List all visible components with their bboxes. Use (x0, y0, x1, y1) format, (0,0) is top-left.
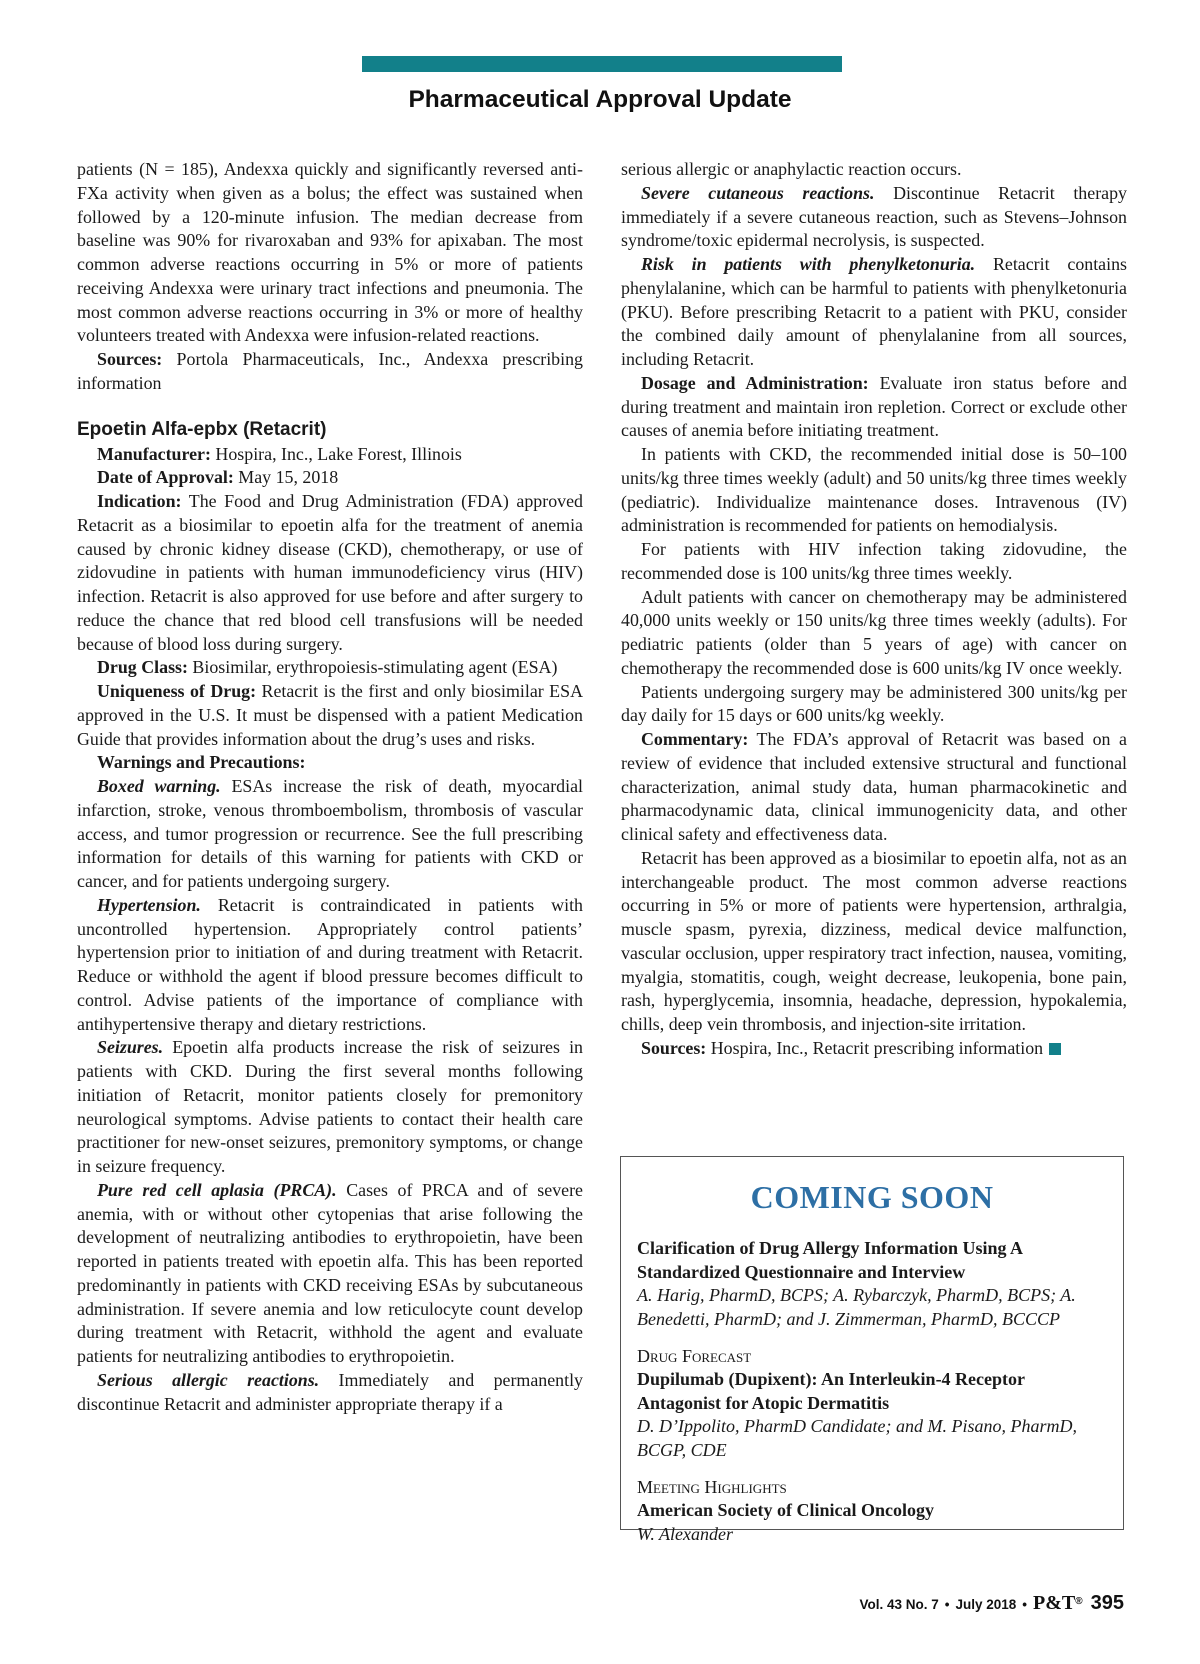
coming-soon-item (637, 1237, 1107, 1331)
right-column (621, 158, 1127, 1061)
approval-date-text: May 15, 2018 (233, 467, 339, 488)
pku-label: Risk in patients with phenylketonuria. (641, 254, 976, 274)
paragraph-ckd-dose: In patients with CKD, the recommended initial dose is 50–100 units/kg three times weekly (adult) and 50 units/kg three times weekly (pediatric). Individualize maintenance doses. Intravenous (IV) administration is recommended for patients on hemodialysis. (621, 444, 1127, 536)
seizures-label: Seizures. (97, 1037, 164, 1058)
footer-registered-mark: ® (1075, 1595, 1083, 1607)
indication-label: Indication: (97, 491, 182, 511)
item-title: American Society of Clinical Oncology (637, 1500, 934, 1520)
uniqueness-text: Retacrit is the first and only biosimilar ESA approved in the U.S. It must be dispensed with a patient Medication Guide that provides information about the drug’s uses and risks. (77, 681, 583, 749)
paragraph-hypertension (77, 894, 583, 1037)
hypertension-text: Retacrit is contraindicated in patients with uncontrolled hypertension. Appropriately control patients’ hypertension prior to initiation of and during treatment with Retacrit. Reduce or withhold the agent if blood pressure becomes difficult to control. Advise patients of the importance of compliance with antihypertensive therapy and dietary restrictions. (77, 894, 583, 1034)
coming-soon-box (620, 1156, 1124, 1544)
seizures-text: Epoetin alfa products increase the risk of seizures in patients with CKD. During the first several months following initiation of Retacrit, monitor patients closely for premonitory neurological symptoms. Advise patients to contact their health care practitioner for new-onset seizures, premonitory symptoms, or change in seizure frequency. (77, 1037, 583, 1176)
header-accent-bar (362, 56, 842, 72)
hypertension-label: Hypertension. (97, 894, 201, 915)
paragraph-andexxa-sources (77, 348, 583, 396)
commentary-label: Commentary: (641, 729, 749, 749)
drug-class-text: Biosimilar, erythropoiesis-stimulating agent (ESA) (187, 657, 558, 678)
dosage-label: Dosage and Administration: (641, 372, 869, 393)
footer-separator: • (944, 1597, 950, 1612)
page-footer (859, 1592, 1124, 1615)
paragraph-approval-date (77, 466, 583, 490)
item-authors: D. D’Ippolito, PharmD Candidate; and M. Pisano, PharmD, BCGP, CDE (637, 1416, 1077, 1460)
allergic-label: Serious allergic reactions. (97, 1369, 320, 1390)
item-title: Clarification of Drug Allergy Information Using A Standardized Questionnaire and Interview (637, 1238, 1022, 1282)
coming-soon-item (637, 1345, 1107, 1462)
allergic-text: Immediately and permanently discontinue Retacrit and administer appropriate therapy if a (77, 1369, 583, 1414)
footer-volume: Vol. 43 No. 7 (859, 1597, 939, 1612)
paragraph-biosimilar-status: Retacrit has been approved as a biosimilar to epoetin alfa, not as an interchangeable product. The most common adverse reactions occurring in 5% or more of patients were hypertension, arthralgia, muscle spasm, pyrexia, dizziness, medical device malfunction, vascular occlusion, upper respiratory tract infection, nausea, vomiting, myalgia, stomatitis, cough, weight decrease, leukopenia, bone pain, rash, hyperglycemia, insomnia, headache, depression, hypokalemia, chills, deep vein thrombosis, and injection-site irritation. (621, 847, 1127, 1034)
sources-label: Sources: (97, 349, 163, 369)
sources-text: Portola Pharmaceuticals, Inc., Andexxa prescribing information (77, 349, 583, 393)
paragraph-retacrit-sources (621, 1037, 1127, 1061)
boxed-warning-label: Boxed warning. (97, 776, 221, 796)
cutaneous-text: Discontinue Retacrit therapy immediately if a severe cutaneous reaction, such as Stevens–Johnson syndrome/toxic epidermal necrolysis, is suspected. (621, 182, 1127, 251)
paragraph-seizures (77, 1036, 583, 1179)
paragraph-cutaneous (621, 182, 1127, 253)
paragraph-allergic-continued: serious allergic or anaphylactic reaction occurs. (621, 159, 962, 179)
end-of-article-square-icon (1049, 1043, 1061, 1055)
item-kicker: Meeting Highlights (637, 1477, 787, 1497)
drug-heading: Epoetin Alfa-epbx (Retacrit) (77, 418, 327, 440)
paragraph-allergic (77, 1369, 583, 1417)
paragraph-pku (621, 253, 1127, 372)
paragraph-indication (77, 490, 583, 656)
paragraph-uniqueness (77, 680, 583, 751)
boxed-warning-text: ESAs increase the risk of death, myocardial infarction, stroke, venous thromboembolism, thrombosis of vascular access, and tumor progression or recurrence. See the full prescribing information for details of this warning for patients with CKD or cancer, and for patients undergoing surgery. (77, 776, 584, 891)
paragraph-boxed-warning (77, 775, 583, 894)
page-header-title: Pharmaceutical Approval Update (408, 86, 792, 113)
manufacturer-text: Hospira, Inc., Lake Forest, Illinois (210, 443, 462, 464)
paragraph-warnings-heading (77, 751, 583, 775)
paragraph-manufacturer (77, 443, 583, 467)
item-kicker: Drug Forecast (637, 1346, 752, 1366)
item-authors: W. Alexander (637, 1523, 733, 1544)
paragraph-dosage (621, 372, 1127, 443)
footer-date: July 2018 (955, 1597, 1017, 1612)
commentary-text: The FDA’s approval of Retacrit was based on a review of evidence that included extensive structural and functional characterization, animal study data, human pharmacokinetic and pharmacodynamic data, clinical immunogenicity data, and other clinical safety and effectiveness data. (621, 729, 1127, 844)
indication-text: The Food and Drug Administration (FDA) approved Retacrit as a biosimilar to epoetin alfa for the treatment of anemia caused by chronic kidney disease (CKD), chemotherapy, or use of zidovudine in patients with human immunodeficiency virus (HIV) infection. Retacrit is also approved for use before and after surgery to reduce the chance that red blood cell transfusions will be needed because of blood loss during surgery. (77, 491, 583, 654)
warnings-label: Warnings and Precautions: (97, 752, 306, 773)
paragraph-commentary (621, 728, 1127, 847)
left-column (77, 158, 583, 1416)
sources-text: Hospira, Inc., Retacrit prescribing information (706, 1037, 1044, 1058)
paragraph-hiv-dose: For patients with HIV infection taking zidovudine, the recommended dose is 100 units/kg three times weekly. (621, 539, 1127, 583)
drug-class-label: Drug Class: (97, 657, 188, 678)
uniqueness-label: Uniqueness of Drug: (97, 681, 257, 701)
pku-text: Retacrit contains phenylalanine, which can be harmful to patients with phenylketonuria (PKU). Before prescribing Retacrit to a patient with PKU, consider the combined daily amount of phenylalanine from all sources, including Retacrit. (621, 254, 1127, 369)
paragraph-drug-class (77, 656, 583, 680)
dosage-text: Evaluate iron status before and during treatment and maintain iron repletion. Correct or exclude other causes of anemia before initiating treatment. (621, 372, 1127, 441)
prca-text: Cases of PRCA and of severe anemia, with or without other cytopenias that arise following the development of neutralizing antibodies to erythropoietin, have been reported in patients treated with epoetin alfa. This has been reported predominantly in patients with CKD receiving ESAs by subcutaneous administration. If severe anemia and low reticulocyte count develop during treatment with Retacrit, withhold the agent and evaluate patients for neutralizing antibodies to erythropoietin. (77, 1179, 583, 1366)
coming-soon-item (637, 1476, 1107, 1546)
coming-soon-title: COMING SOON (750, 1179, 994, 1215)
paragraph-andexxa-continued: patients (N = 185), Andexxa quickly and significantly reversed anti-FXa activity when given as a bolus; the effect was sustained when followed by a 120-minute infusion. The median decrease from baseline was 90% for rivaroxaban and 93% for apixaban. The most common adverse reactions occurring in 5% or more of patients receiving Andexxa were urinary tract infections and pneumonia. The most common adverse reactions occurring in 3% or more of healthy volunteers treated with Andexxa were infusion-related reactions. (77, 159, 583, 346)
paragraph-surgery-dose: Patients undergoing surgery may be administered 300 units/kg per day daily for 15 days or 600 units/kg weekly. (621, 681, 1127, 726)
cutaneous-label: Severe cutaneous reactions. (641, 182, 875, 203)
footer-journal-brand: P&T (1033, 1592, 1076, 1614)
manufacturer-label: Manufacturer: (97, 443, 211, 464)
item-authors: A. Harig, PharmD, BCPS; A. Rybarczyk, PharmD, BCPS; A. Benedetti, PharmD; and J. Zimmerman, PharmD, BCCCP (637, 1285, 1076, 1329)
footer-page-number: 395 (1090, 1592, 1124, 1614)
prca-label: Pure red cell aplasia (PRCA). (97, 1179, 337, 1200)
sources-label: Sources: (641, 1037, 707, 1058)
paragraph-chemo-dose: Adult patients with cancer on chemotherapy may be administered 40,000 units weekly or 150 units/kg three times weekly (adults). For pediatric patients (older than 5 years of age) with cancer on chemotherapy the recommended dose is 600 units/kg IV once weekly. (621, 586, 1127, 678)
footer-separator: • (1022, 1597, 1028, 1612)
paragraph-prca (77, 1179, 583, 1369)
approval-date-label: Date of Approval: (97, 467, 234, 488)
item-title: Dupilumab (Dupixent): An Interleukin-4 Receptor Antagonist for Atopic Dermatitis (637, 1369, 1025, 1413)
